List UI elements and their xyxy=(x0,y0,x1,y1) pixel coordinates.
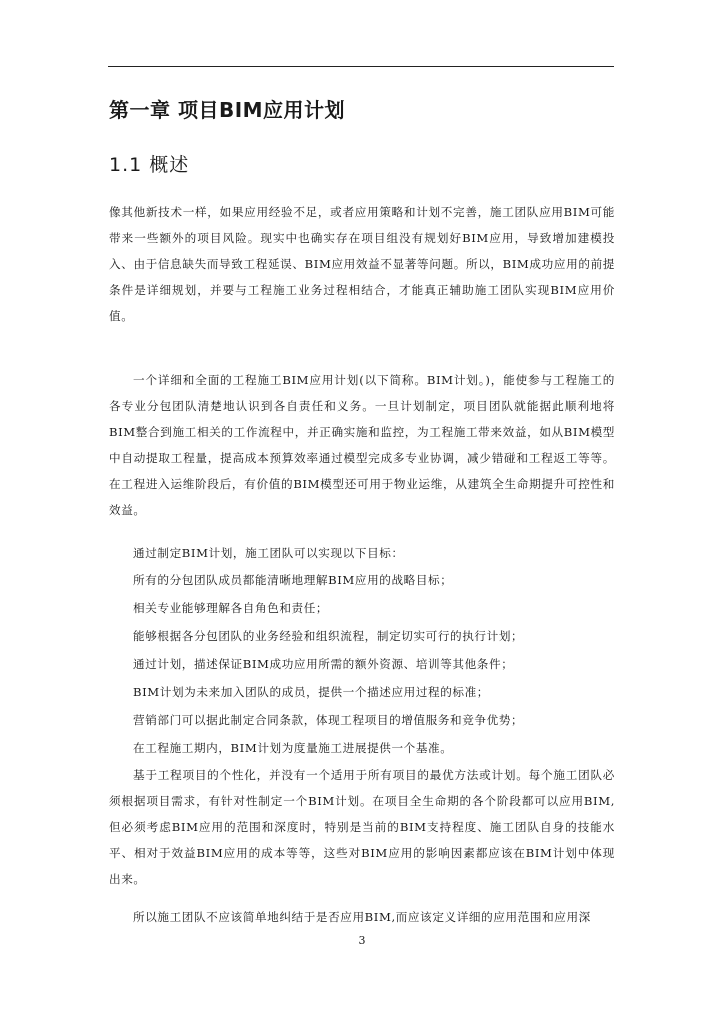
goal-item: 通过计划，描述保证BIM成功应用所需的额外资源、培训等其他条件； xyxy=(133,657,514,671)
paragraph-customization: 基于工程项目的个性化，并没有一个适用于所有项目的最优方法或计划。每个施工团队必须根据项目需求，有针对性制定一个BIM计划。在项目全生命期的各个阶段都可以应用BIM,但必须考虑BIM应用的范围和深度时，特别是当前的BIM支持程度、施工团队自身的技能水平、相对于效益BIM应用的成本等等，这些对BIM应用的影响因素都应该在BIM计划中体现出来。 xyxy=(109,768,615,886)
goal-item: 营销部门可以据此制定合同条款，体现工程项目的增值服务和竞争优势； xyxy=(133,713,524,727)
goal-item: BIM计划为未来加入团队的成员，提供一个描述应用过程的标准； xyxy=(133,685,490,699)
goal-item: 在工程施工期内，BIM计划为度量施工进展提供一个基准。 xyxy=(133,741,453,755)
paragraph-conclusion: 所以施工团队不应该简单地纠结于是否应用BIM,而应该定义详细的应用范围和应用深 xyxy=(133,910,591,924)
goal-item: 能够根据各分包团队的业务经验和组织流程，制定切实可行的执行计划； xyxy=(133,629,524,643)
paragraph-goals-intro: 通过制定BIM计划，施工团队可以实现以下目标： xyxy=(133,546,404,560)
chapter-title: 第一章 项目BIM应用计划 xyxy=(109,98,346,122)
goal-item: 相关专业能够理解各自角色和责任； xyxy=(133,601,329,615)
paragraph-plan: 一个详细和全面的工程施工BIM应用计划(以下简称。BIM计划。)，能使参与工程施工的各专业分包团队清楚地认识到各自责任和义务。一旦计划制定，项目团队就能据此顺利地将BIM整合到施工相关的工作流程中，并正确实施和监控，为工程施工带来效益，如从BIM模型中自动提取工程量，提高成本预算效率通过模型完成多专业协调，减少错碰和工程返工等等。在工程进入运维阶段后，有价值的BIM模型还可用于物业运维，从建筑全生命期提升可控性和效益。 xyxy=(109,373,615,517)
header-rule xyxy=(108,66,614,67)
paragraph-intro: 像其他新技术一样，如果应用经验不足，或者应用策略和计划不完善，施工团队应用BIM可能带来一些额外的项目风险。现实中也确实存在项目组没有规划好BIM应用，导致增加建模投入、由于信息缺失而导致工程延误、BIM应用效益不显著等问题。所以，BIM成功应用的前提条件是详细规划，并要与工程施工业务过程相结合，才能真正辅助施工团队实现BIM应用价值。 xyxy=(109,205,615,323)
page-number: 3 xyxy=(358,934,366,947)
section-title: 1.1 概述 xyxy=(109,154,190,176)
goal-item: 所有的分包团队成员都能清晰地理解BIM应用的战略目标； xyxy=(133,573,453,587)
